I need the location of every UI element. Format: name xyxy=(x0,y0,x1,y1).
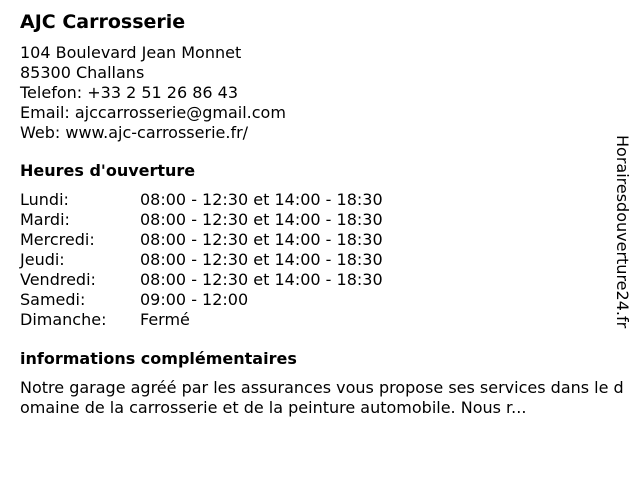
hours-time: 08:00 - 12:30 et 14:00 - 18:30 xyxy=(140,210,383,229)
contact-block xyxy=(20,43,630,143)
hours-day: Dimanche: xyxy=(20,310,107,329)
phone-text: Telefon: +33 2 51 26 86 43 xyxy=(20,83,239,102)
hours-time: 08:00 - 12:30 et 14:00 - 18:30 xyxy=(140,250,383,269)
hours-time: 08:00 - 12:30 et 14:00 - 18:30 xyxy=(140,190,383,209)
hours-day: Jeudi: xyxy=(20,250,65,269)
hours-row-lundi xyxy=(20,190,630,210)
website-text: Web: www.ajc-carrosserie.fr/ xyxy=(20,123,249,142)
hours-row-jeudi xyxy=(20,250,630,270)
hours-row-vendredi xyxy=(20,270,630,290)
hours-day: Mercredi: xyxy=(20,230,95,249)
address-city: 85300 Challans xyxy=(20,63,145,82)
email-text: Email: ajccarrosserie@gmail.com xyxy=(20,103,286,122)
hours-time: Fermé xyxy=(140,310,190,329)
business-card xyxy=(20,10,630,418)
hours-day: Samedi: xyxy=(20,290,86,309)
hours-time: 08:00 - 12:30 et 14:00 - 18:30 xyxy=(140,230,383,249)
hours-day: Mardi: xyxy=(20,210,70,229)
hours-time: 09:00 - 12:00 xyxy=(140,290,249,309)
hours-row-mardi xyxy=(20,210,630,230)
site-watermark: Horairesdouverture24.fr xyxy=(613,135,632,329)
additional-info-text: Notre garage agréé par les assurances vous propose ses services dans le domaine de la carrosserie et de la peinture automobile. Nous r... xyxy=(20,378,624,417)
hours-row-dimanche xyxy=(20,310,630,330)
opening-hours-heading: Heures d'ouverture xyxy=(20,161,196,180)
hours-row-mercredi xyxy=(20,230,630,250)
opening-hours-list xyxy=(20,190,630,330)
hours-day: Lundi: xyxy=(20,190,69,209)
business-name: AJC Carrosserie xyxy=(20,11,186,33)
address-street: 104 Boulevard Jean Monnet xyxy=(20,43,242,62)
hours-row-samedi xyxy=(20,290,630,310)
additional-info-heading: informations complémentaires xyxy=(20,349,297,368)
hours-time: 08:00 - 12:30 et 14:00 - 18:30 xyxy=(140,270,383,289)
hours-day: Vendredi: xyxy=(20,270,96,289)
